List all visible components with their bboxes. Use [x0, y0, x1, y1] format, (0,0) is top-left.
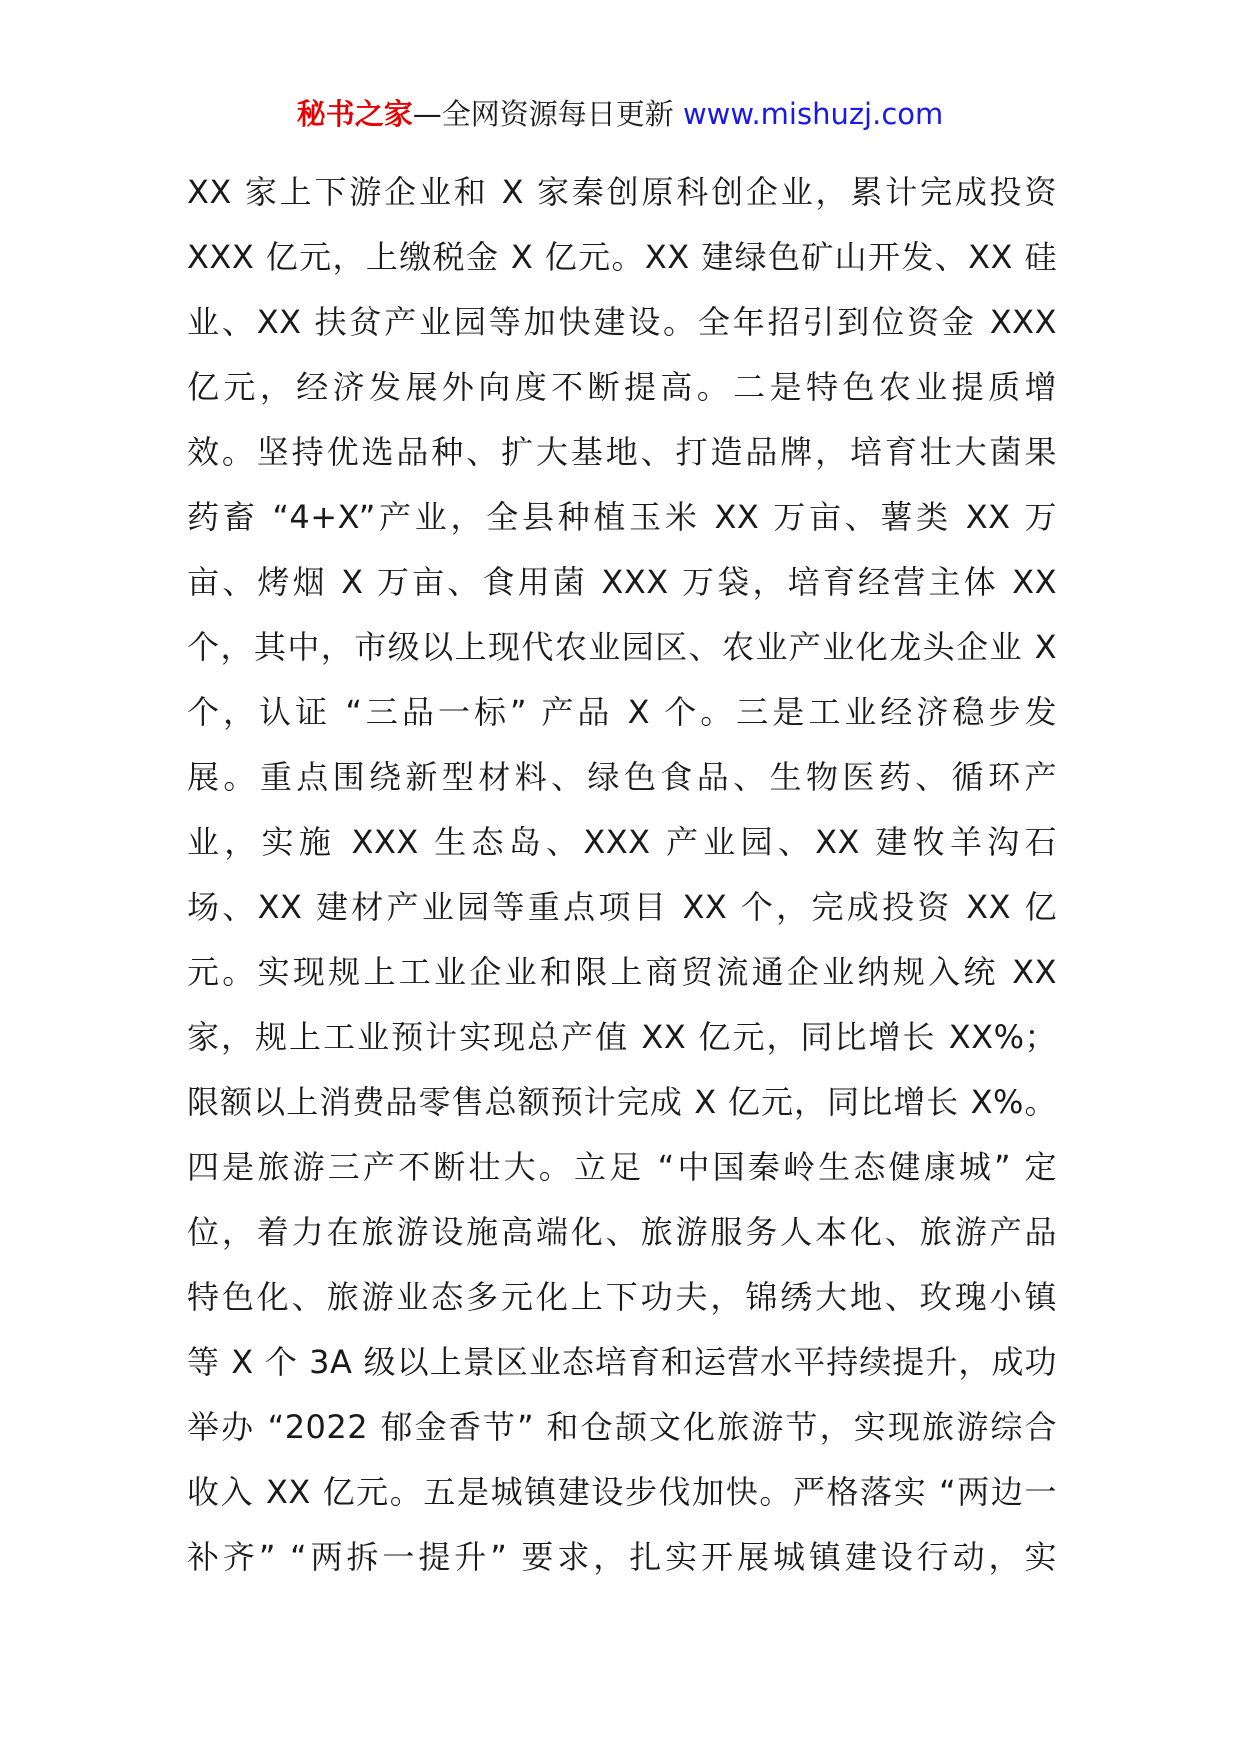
- document-body: [187, 160, 1057, 1590]
- body-line: 元。实现规上工业企业和限上商贸流通企业纳规入统 XX: [187, 953, 1057, 991]
- website-link[interactable]: www.mishuzj.com: [682, 97, 944, 131]
- body-line: 场、XX 建材产业园等重点项目 XX 个，完成投资 XX 亿: [187, 888, 1057, 926]
- body-line: XX 家上下游企业和 X 家秦创原科创企业，累计完成投资: [187, 173, 1057, 211]
- body-line: 个，认证 “三品一标” 产品 X 个。三是工业经济稳步发: [187, 693, 1057, 731]
- header-tagline: —全网资源每日更新: [412, 97, 683, 131]
- body-line: 举办 “2022 郁金香节” 和仓颉文化旅游节，实现旅游综合: [187, 1408, 1057, 1446]
- body-line: 业，实施 XXX 生态岛、XXX 产业园、XX 建牧羊沟石: [187, 823, 1057, 861]
- body-line: 等 X 个 3A 级以上景区业态培育和运营水平持续提升，成功: [187, 1343, 1057, 1381]
- body-line: 特色化、旅游业态多元化上下功夫，锦绣大地、玫瑰小镇: [187, 1278, 1057, 1316]
- body-line: 位，着力在旅游设施高端化、旅游服务人本化、旅游产品: [187, 1213, 1057, 1251]
- body-line: 补齐” “两拆一提升” 要求，扎实开展城镇建设行动，实: [187, 1538, 1057, 1576]
- body-line: 个，其中，市级以上现代农业园区、农业产业化龙头企业 X: [187, 628, 1057, 666]
- body-line: 亩、烤烟 X 万亩、食用菌 XXX 万袋，培育经营主体 XX: [187, 563, 1057, 601]
- body-line: 药畜 “4+X”产业，全县种植玉米 XX 万亩、薯类 XX 万: [187, 498, 1057, 536]
- body-line: XXX 亿元，上缴税金 X 亿元。XX 建绿色矿山开发、XX 硅: [187, 238, 1057, 276]
- page-header: [0, 94, 1240, 134]
- body-line: 四是旅游三产不断壮大。立足 “中国秦岭生态健康城” 定: [187, 1148, 1057, 1186]
- body-line: 业、XX 扶贫产业园等加快建设。全年招引到位资金 XXX: [187, 303, 1057, 341]
- body-line: 家，规上工业预计实现总产值 XX 亿元，同比增长 XX%；: [187, 1018, 1057, 1056]
- body-line: 限额以上消费品零售总额预计完成 X 亿元，同比增长 X%。: [187, 1083, 1057, 1121]
- body-line: 亿元，经济发展外向度不断提高。二是特色农业提质增: [187, 368, 1057, 406]
- body-line: 展。重点围绕新型材料、绿色食品、生物医药、循环产: [187, 758, 1057, 796]
- body-line: 收入 XX 亿元。五是城镇建设步伐加快。严格落实 “两边一: [187, 1473, 1057, 1511]
- brand-name: 秘书之家: [296, 97, 413, 131]
- body-line: 效。坚持优选品种、扩大基地、打造品牌，培育壮大菌果: [187, 433, 1057, 471]
